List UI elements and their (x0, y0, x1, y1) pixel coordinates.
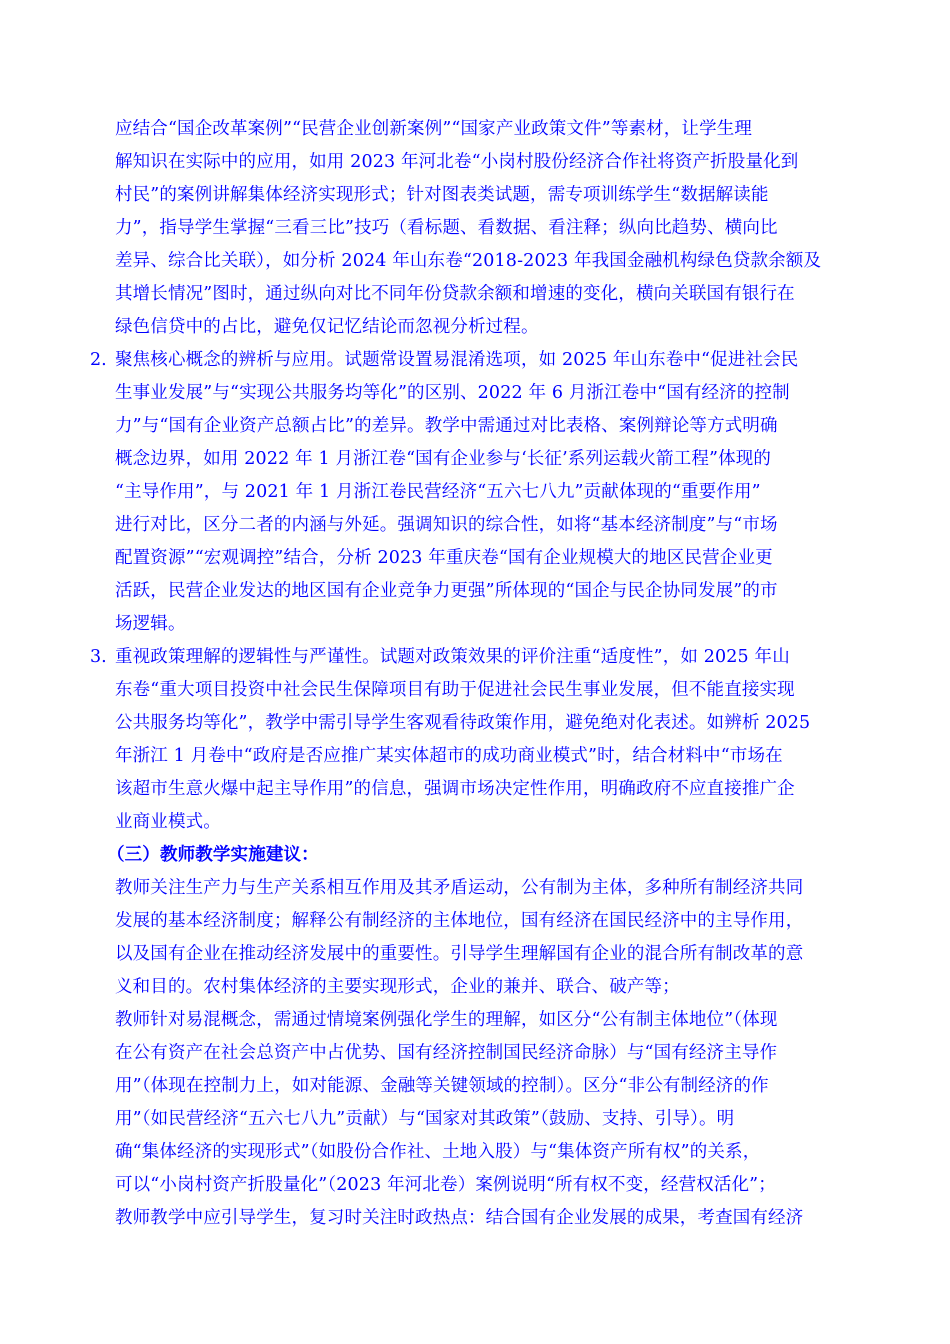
text-line: 年浙江 1 月卷中“政府是否应推广某实体超市的成功商业模式”时，结合材料中“市场在 (115, 746, 783, 766)
text-line: 其增长情况”图时，通过纵向对比不同年份贷款余额和增速的变化，横向关联国有银行在 (115, 284, 795, 304)
text-line: 进行对比，区分二者的内涵与外延。强调知识的综合性，如将“基本经济制度”与“市场 (115, 515, 778, 535)
text-line: 重视政策理解的逻辑性与严谨性。试题对政策效果的评价注重“适度性”，如 2025 年山 (115, 647, 790, 667)
text-line: 力”与“国有企业资产总额占比”的差异。教学中需通过对比表格、案例辩论等方式明确 (115, 416, 778, 436)
text-line: 生事业发展”与“实现公共服务均等化”的区别、2022 年 6 月浙江卷中“国有经济的控制 (115, 383, 790, 403)
text-line: 配置资源”“宏观调控”结合，分析 2023 年重庆卷“国有企业规模大的地区民营企业更 (115, 548, 773, 568)
text-line: 用”（体现在控制力上，如对能源、金融等关键领域的控制）。区分“非公有制经济的作 (115, 1076, 769, 1096)
text-line: “主导作用”，与 2021 年 1 月浙江卷民营经济“五六七八九”贡献体现的“重要作用” (115, 482, 761, 502)
text-line: 教师针对易混概念，需通过情境案例强化学生的理解，如区分“公有制主体地位”（体现 (115, 1010, 778, 1030)
text-line: 可以“小岗村资产折股量化”（2023 年河北卷）案例说明“所有权不变，经营权活化”； (115, 1175, 776, 1195)
text-line: 村民”的案例讲解集体经济实现形式；针对图表类试题，需专项训练学生“数据解读能 (115, 185, 769, 205)
text-line: 确“集体经济的实现形式”（如股份合作社、土地入股）与“集体资产所有权”的关系， (115, 1142, 761, 1162)
text-line: 解知识在实际中的应用，如用 2023 年河北卷“小岗村股份经济合作社将资产折股量化到 (115, 152, 799, 172)
text-line: 教师教学中应引导学生，复习时关注时政热点：结合国有企业发展的成果，考查国有经济 (115, 1208, 804, 1228)
text-line: 在公有资产在社会总资产中占优势、国有经济控制国民经济命脉）与“国有经济主导作 (115, 1043, 778, 1063)
text-line: 聚焦核心概念的辨析与应用。试题常设置易混淆选项，如 2025 年山东卷中“促进社会民 (115, 350, 799, 370)
text-line: 发展的基本经济制度；解释公有制经济的主体地位，国有经济在国民经济中的主导作用， (115, 911, 804, 931)
text-line: 概念边界，如用 2022 年 1 月浙江卷“国有企业参与‘长征’系列运载火箭工程”体现的 (115, 449, 772, 469)
item-number: 2. (90, 350, 107, 370)
text-line: 力”，指导学生掌握“三看三比”技巧（看标题、看数据、看注释；纵向比趋势、横向比 (115, 218, 778, 238)
text-line: 义和目的。农村集体经济的主要实现形式，企业的兼并、联合、破产等； (115, 977, 680, 997)
text-line: 活跃，民营企业发达的地区国有企业竞争力更强”所体现的“国企与民企协同发展”的市 (115, 581, 778, 601)
text-line: 绿色信贷中的占比，避免仅记忆结论而忽视分析过程。 (115, 317, 539, 337)
text-line: 东卷“重大项目投资中社会民生保障项目有助于促进社会民生事业发展，但不能直接实现 (115, 680, 795, 700)
text-line: 以及国有企业在推动经济发展中的重要性。引导学生理解国有企业的混合所有制改革的意 (115, 944, 804, 964)
text-line: 该超市生意火爆中起主导作用”的信息，强调市场决定性作用，明确政府不应直接推广企 (115, 779, 795, 799)
item-number: 3. (90, 647, 107, 667)
text-line: 场逻辑。 (115, 614, 186, 634)
text-line: 差异、综合比关联），如分析 2024 年山东卷“2018-2023 年我国金融机构绿色贷款余额及 (115, 251, 822, 271)
text-line: 应结合“国企改革案例”“民营企业创新案例”“国家产业政策文件”等素材，让学生理 (115, 119, 753, 139)
text-line: 教师关注生产力与生产关系相互作用及其矛盾运动，公有制为主体，多种所有制经济共同 (115, 878, 804, 898)
text-line: 业商业模式。 (115, 812, 221, 832)
text-line: 用”（如民营经济“五六七八九”贡献）与“国家对其政策”（鼓励、支持、引导）。明 (115, 1109, 735, 1129)
text-line: 公共服务均等化”，教学中需引导学生客观看待政策作用，避免绝对化表述。如辨析 2025 (115, 713, 811, 733)
section-heading: （三）教师教学实施建议： (107, 845, 319, 865)
